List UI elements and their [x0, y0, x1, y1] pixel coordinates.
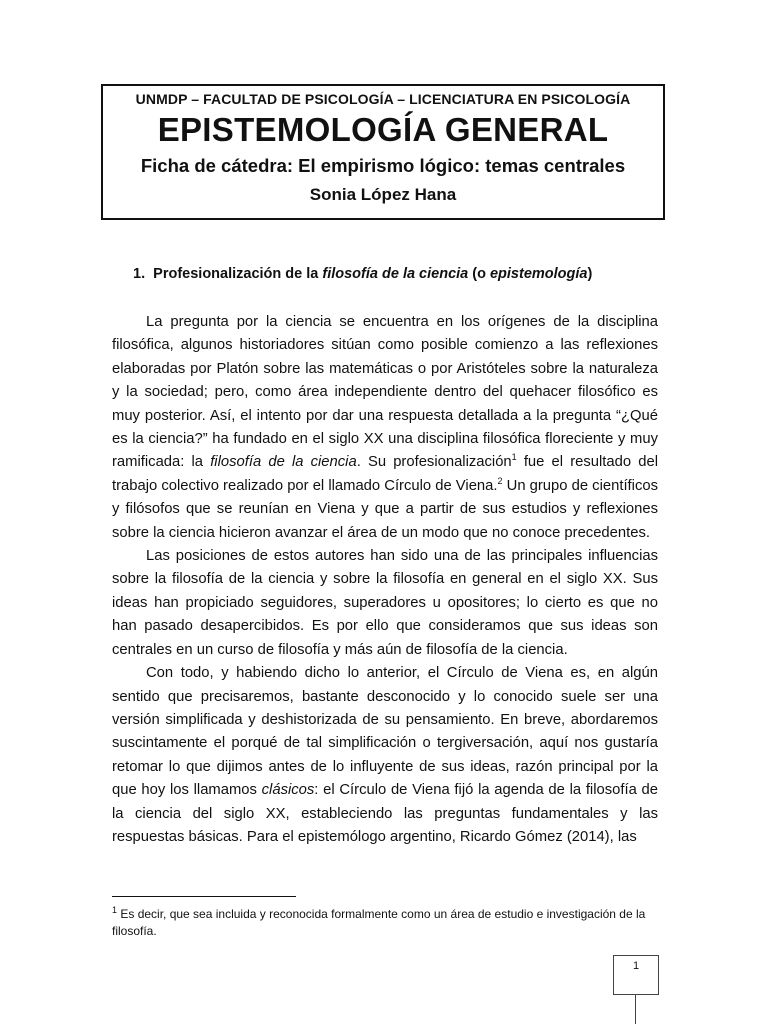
paragraph-1-italic: filosofía de la ciencia — [210, 454, 357, 471]
institution-line: UNMDP – FACULTAD DE PSICOLOGÍA – LICENCIATURA EN PSICOLOGÍA — [135, 91, 631, 107]
page-number-box — [613, 955, 659, 995]
paragraph-3-italic: clásicos — [261, 782, 315, 799]
footnote-text: Es decir, que sea incluida y reconocida formalmente como un área de estudio e investigación de la filosofía. — [112, 907, 646, 938]
paragraph-1 — [112, 311, 658, 545]
page-number: 1 — [632, 960, 640, 972]
section-heading-italic-1: filosofía de la ciencia — [322, 266, 469, 282]
footnote-separator — [112, 896, 296, 897]
section-heading-text-1: Profesionalización de la — [153, 266, 323, 282]
subtitle-title: El empirismo lógico: temas centrales — [298, 155, 626, 176]
subtitle-label: Ficha de cátedra: — [140, 155, 294, 176]
author-name: Sonia López Hana — [309, 185, 457, 204]
body-text — [112, 311, 658, 849]
page-number-line — [635, 995, 636, 1024]
footnote-marker: 1 — [112, 905, 118, 915]
paragraph-1-text-a: La pregunta por la ciencia se encuentra en los orígenes de la disciplina filosófica, algunos historiadores sitúan como posible comienzo a las reflexiones elaboradas por Platón sobre las matemáticas o por Aristóteles sobre la naturaleza y la sociedad; pero, como área independiente dentro del quehacer filosófico es muy posterior. Así, el intento por dar una respuesta detallada a la pregunta “¿Qué es la ciencia?” ha fundado en el siglo XX una disciplina filosófica floreciente y muy ramificada: la — [112, 314, 658, 471]
section-heading-text-2: (o — [468, 266, 490, 282]
paragraph-1-text-c: fue el resultado del trabajo colectivo realizado por el llamado Círculo de Viena. — [112, 454, 658, 494]
footnote-ref-2[interactable]: 2 — [497, 475, 503, 486]
paragraph-3-text-a: Con todo, y habiendo dicho lo anterior, el Círculo de Viena es, en algún sentido que precisaremos, bastante desconocido y lo conocido suele ser una versión simplificada y deshistorizada de su pensamiento. En breve, abordaremos suscintamente el porqué de tal simplificación o tergiversación, aquí nos gustaría retomar lo que dijimos antes de lo influyente de sus ideas, razón principal por la que hoy los llamamos — [112, 665, 658, 799]
document-header — [101, 84, 665, 220]
course-title: EPISTEMOLOGÍA GENERAL — [157, 111, 609, 148]
footnote-1 — [112, 906, 658, 940]
paragraph-3-text-b: : el Círculo de Viena fijó la agenda de la filosofía de la ciencia del siglo XX, estableciendo las preguntas fundamentales y las respuestas básicas. Para el epistemólogo argentino, Ricardo Gómez (2014), las — [112, 782, 658, 845]
paragraph-1-text-d: Un grupo de científicos y filósofos que se reunían en Viena y que a partir de sus estudios y reflexiones sobre la ciencia hicieron avanzar el área de un modo que no conoce precedentes. — [112, 477, 658, 541]
paragraph-1-text-b: . Su profesionalización — [356, 454, 512, 471]
section-heading-text-3: ) — [587, 266, 593, 282]
paragraph-2: Las posiciones de estos autores han sido una de las principales influencias sobre la filosofía de la ciencia y sobre la filosofía en general en el siglo XX. Sus ideas han propiciado seguidores, superadores u opositores; lo cierto es que no han pasado desapercibidos. Es por ello que consideramos que sus ideas son centrales en un curso de filosofía y más aún de filosofía de la ciencia. — [112, 548, 658, 658]
section-heading-italic-2: epistemología — [489, 266, 588, 282]
document-subtitle — [103, 155, 663, 177]
section-heading — [133, 266, 592, 282]
section-number: 1. — [133, 266, 146, 282]
paragraph-3 — [112, 662, 658, 849]
footnote-ref-1[interactable]: 1 — [511, 452, 517, 463]
